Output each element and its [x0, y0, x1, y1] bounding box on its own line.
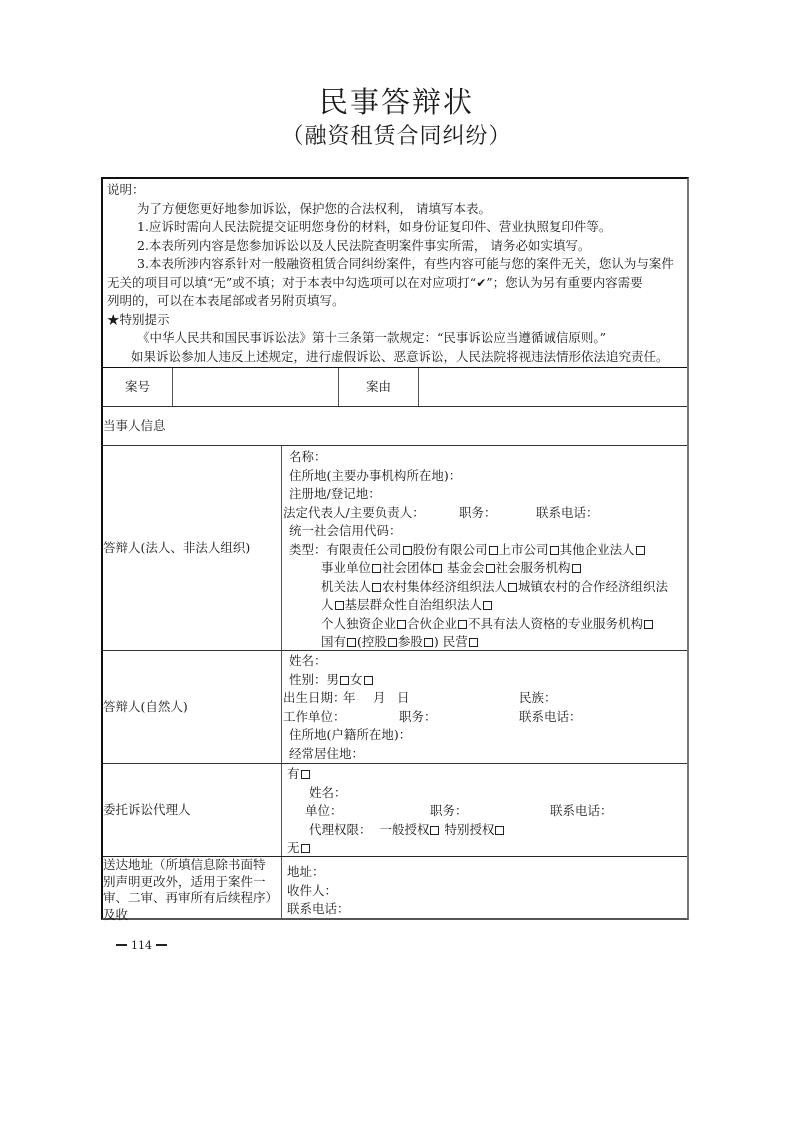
person-name-field[interactable]: 姓名： [289, 653, 327, 668]
notes-item-3-text-a: 无关的项目可以填“无”或不填；对于本表中勾选项可以在对应项打“ [107, 274, 477, 290]
page-footer [112, 939, 171, 952]
type-professional-service-label: 不具有法人资格的专业服务机构 [468, 615, 644, 631]
type-foundation-label: 基金会 [447, 560, 485, 575]
case-number-label: 案号 [124, 378, 150, 394]
authority-general-label: 一般授权 [379, 821, 430, 837]
authority-general-checkbox[interactable] [430, 826, 439, 835]
agent-yes-label: 有 [287, 766, 300, 781]
type-grassroots-label: 基层群众性自治组织法人 [344, 597, 483, 612]
type-llc-checkbox[interactable] [403, 546, 412, 555]
employer-field[interactable]: 工作单位： [283, 708, 346, 724]
respondent-legal-section [103, 446, 687, 651]
agent-authority-label: 代理权限： [309, 821, 372, 837]
type-private-checkbox[interactable] [469, 638, 478, 647]
service-address-label-line-3: 审、二审、再审所有后续程序） [103, 890, 279, 905]
special-notice-line-1: 《中华人民共和国民事诉讼法》第十三条第一款规定：“民事诉讼应当遵循诚信原则。” [137, 330, 607, 345]
type-joint-stock-label: 股份有限公司 [412, 541, 488, 557]
type-other-enterprise-label: 其他企业法人 [559, 541, 635, 557]
type-grassroots-checkbox[interactable] [483, 601, 492, 610]
type-other-enterprise-checkbox[interactable] [636, 546, 645, 555]
org-domicile-field[interactable]: 住所地(主要办事机构所在地)： [289, 467, 462, 483]
type-professional-service-checkbox[interactable] [644, 620, 653, 629]
agent-unit-row [283, 802, 683, 821]
person-position-field[interactable]: 职务： [399, 708, 437, 724]
type-government-label: 机关法人 [321, 578, 372, 594]
divider [281, 857, 282, 920]
legal-rep-field[interactable]: 法定代表人/主要负责人： [283, 504, 425, 520]
notes-heading: 说明： [107, 182, 145, 197]
type-sole-proprietorship-label: 个人独资企业 [321, 615, 397, 631]
agent-fields [283, 765, 683, 858]
dash-right [156, 944, 167, 946]
gender-label: 性别： [289, 671, 327, 687]
notes-section [103, 179, 687, 368]
recipient-phone-field[interactable]: 联系电话： [287, 901, 350, 916]
birth-date-label: 出生日期： [283, 690, 346, 705]
employer-row [283, 708, 683, 727]
birth-row [283, 689, 683, 708]
credit-code-field[interactable]: 统一社会信用代码： [289, 523, 402, 538]
respondent-legal-label: 答辩人(法人、非法人组织) [103, 540, 251, 556]
type-public-institution-label: 事业单位 [321, 560, 372, 575]
form-table [101, 177, 689, 920]
org-type-row-2 [283, 559, 683, 578]
type-rural-collective-label: 农村集体经济组织法人 [382, 578, 508, 594]
divider [281, 764, 282, 857]
service-address-label-line-4: 及收 [103, 906, 129, 922]
type-social-service-label: 社会服务机构 [495, 560, 571, 575]
notes-item-3: 3.本表所涉内容系针对一般融资租赁合同纠纷案件，有些内容可能与您的案件无关，您认为与案件 [137, 256, 674, 271]
type-paren-close: ) [433, 634, 439, 649]
authority-special-label: 特别授权 [444, 821, 495, 837]
org-type-row-1 [283, 541, 683, 560]
type-listed-label: 上市公司 [498, 541, 549, 557]
service-address-label [103, 857, 281, 923]
notes-intro: 为了方便您更好地参加诉讼，保护您的合法权利， 请填写本表。 [137, 200, 491, 216]
type-controlling-checkbox[interactable] [388, 638, 397, 647]
type-listed-checkbox[interactable] [550, 546, 559, 555]
notes-item-2: 2.本表所列内容是您参加诉讼以及人民法院查明案件事实所需， 请务必如实填写。 [137, 237, 591, 253]
parties-header-label: 当事人信息 [103, 417, 166, 433]
legal-rep-row [283, 504, 683, 523]
authority-special-checkbox[interactable] [495, 826, 504, 835]
agent-no-row [283, 839, 683, 858]
birth-day-field[interactable]: 日 [397, 690, 410, 705]
document-title: 民事答辩状 [318, 85, 474, 119]
agent-position-field[interactable]: 职务： [430, 803, 468, 818]
respondent-legal-fields [283, 448, 683, 652]
type-private-label: 民营 [442, 634, 468, 649]
type-social-group-checkbox[interactable] [433, 564, 442, 573]
type-foundation-checkbox[interactable] [486, 564, 495, 573]
service-address-label-line-1: 送达地址（所填信息除书面特 [103, 857, 266, 872]
type-state-owned-checkbox[interactable] [347, 638, 356, 647]
respondent-natural-label: 答辩人(自然人) [103, 699, 188, 715]
person-phone-field[interactable]: 联系电话： [519, 708, 582, 724]
page-number: 114 [131, 939, 152, 952]
org-name-field[interactable]: 名称： [289, 449, 327, 464]
type-minority-checkbox[interactable] [424, 638, 433, 647]
gender-male-checkbox[interactable] [340, 676, 349, 685]
type-public-institution-checkbox[interactable] [372, 564, 381, 573]
gender-female-checkbox[interactable] [364, 676, 373, 685]
type-minority-label: 参股 [397, 634, 423, 649]
person-residence-field[interactable]: 经常居住地： [289, 745, 365, 761]
type-controlling-label: (控股 [357, 634, 387, 649]
case-row [103, 368, 687, 406]
legal-rep-position-field[interactable]: 职务： [459, 504, 497, 520]
agent-no-label: 无 [287, 840, 300, 855]
type-joint-stock-checkbox[interactable] [489, 546, 498, 555]
type-social-service-checkbox[interactable] [572, 564, 581, 573]
agent-no-checkbox[interactable] [301, 844, 310, 853]
document-subtitle: （融资租赁合同纠纷） [281, 124, 512, 149]
notes-item-3-text-b: ”；您认为另有重要内容需要 [486, 274, 643, 290]
agent-unit-field[interactable]: 单位： [305, 803, 343, 818]
person-domicile-field[interactable]: 住所地(户籍所在地)： [289, 727, 412, 742]
agent-name-field[interactable]: 姓名： [309, 784, 347, 800]
case-number-field[interactable] [173, 368, 338, 406]
birth-month-field[interactable]: 月 [373, 690, 386, 705]
org-type-row-6 [283, 633, 683, 652]
agent-authority-row [283, 821, 683, 840]
checkmark-icon: ✔ [476, 275, 487, 290]
type-rural-collective-checkbox[interactable] [508, 583, 517, 592]
recipient-field[interactable]: 收件人： [287, 882, 338, 898]
service-address-field[interactable]: 地址： [287, 864, 325, 879]
type-government-checkbox[interactable] [372, 583, 381, 592]
org-type-row-5 [283, 615, 683, 634]
org-type-row-4 [283, 596, 683, 615]
type-cooperative-checkbox[interactable] [335, 601, 344, 610]
type-cooperative-label: 城镇农村的合作经济组织法 [518, 578, 669, 594]
gender-female-label: 女 [350, 671, 363, 687]
ethnicity-field[interactable]: 民族： [519, 690, 557, 705]
special-notice-heading: ★特别提示 [107, 311, 170, 327]
type-state-owned-label: 国有 [321, 634, 347, 649]
agent-phone-field[interactable]: 联系电话： [550, 803, 613, 818]
divider [281, 651, 282, 764]
case-cause-label: 案由 [365, 378, 391, 394]
type-partnership-checkbox[interactable] [458, 620, 467, 629]
gender-row [283, 671, 683, 690]
service-address-section [103, 857, 687, 920]
dash-left [116, 944, 127, 946]
org-type-row-3 [283, 578, 683, 597]
type-llc-label: 有限责任公司 [326, 541, 402, 557]
org-registered-field[interactable]: 注册地/登记地： [289, 486, 381, 501]
type-partnership-label: 合伙企业 [407, 615, 458, 631]
notes-item-1: 1.应诉时需向人民法院提交证明您身份的材料，如身份证复印件、营业执照复印件等。 [137, 219, 612, 234]
notes-item-3-cont [107, 274, 681, 293]
respondent-natural-section [103, 651, 687, 764]
agent-yes-row [283, 765, 683, 784]
special-notice-line-2: 如果诉讼参加人违反上述规定，进行虚假诉讼、恶意诉讼，人民法院将视违法情形依法追究责任。 [131, 348, 669, 364]
case-cause-field[interactable] [419, 368, 687, 406]
agent-section [103, 764, 687, 857]
legal-rep-phone-field[interactable]: 联系电话： [536, 504, 599, 520]
respondent-natural-fields [283, 652, 683, 763]
gender-male-label: 男 [326, 671, 340, 687]
type-social-group-label: 社会团体 [382, 560, 433, 575]
service-address-label-line-2: 别声明更改外，适用于案件一 [103, 873, 266, 889]
service-address-fields [287, 863, 683, 919]
divider [281, 446, 282, 651]
type-sole-proprietorship-checkbox[interactable] [397, 620, 406, 629]
parties-header [103, 407, 687, 445]
agent-yes-checkbox[interactable] [301, 770, 310, 779]
birth-year-field[interactable]: 年 [343, 690, 356, 705]
notes-item-3-end: 列明的，可以在本表尾部或者另附页填写。 [107, 293, 345, 308]
type-cooperative-label-cont: 人 [321, 597, 334, 612]
agent-label: 委托诉讼代理人 [103, 802, 191, 818]
org-type-label: 类型： [289, 541, 327, 557]
